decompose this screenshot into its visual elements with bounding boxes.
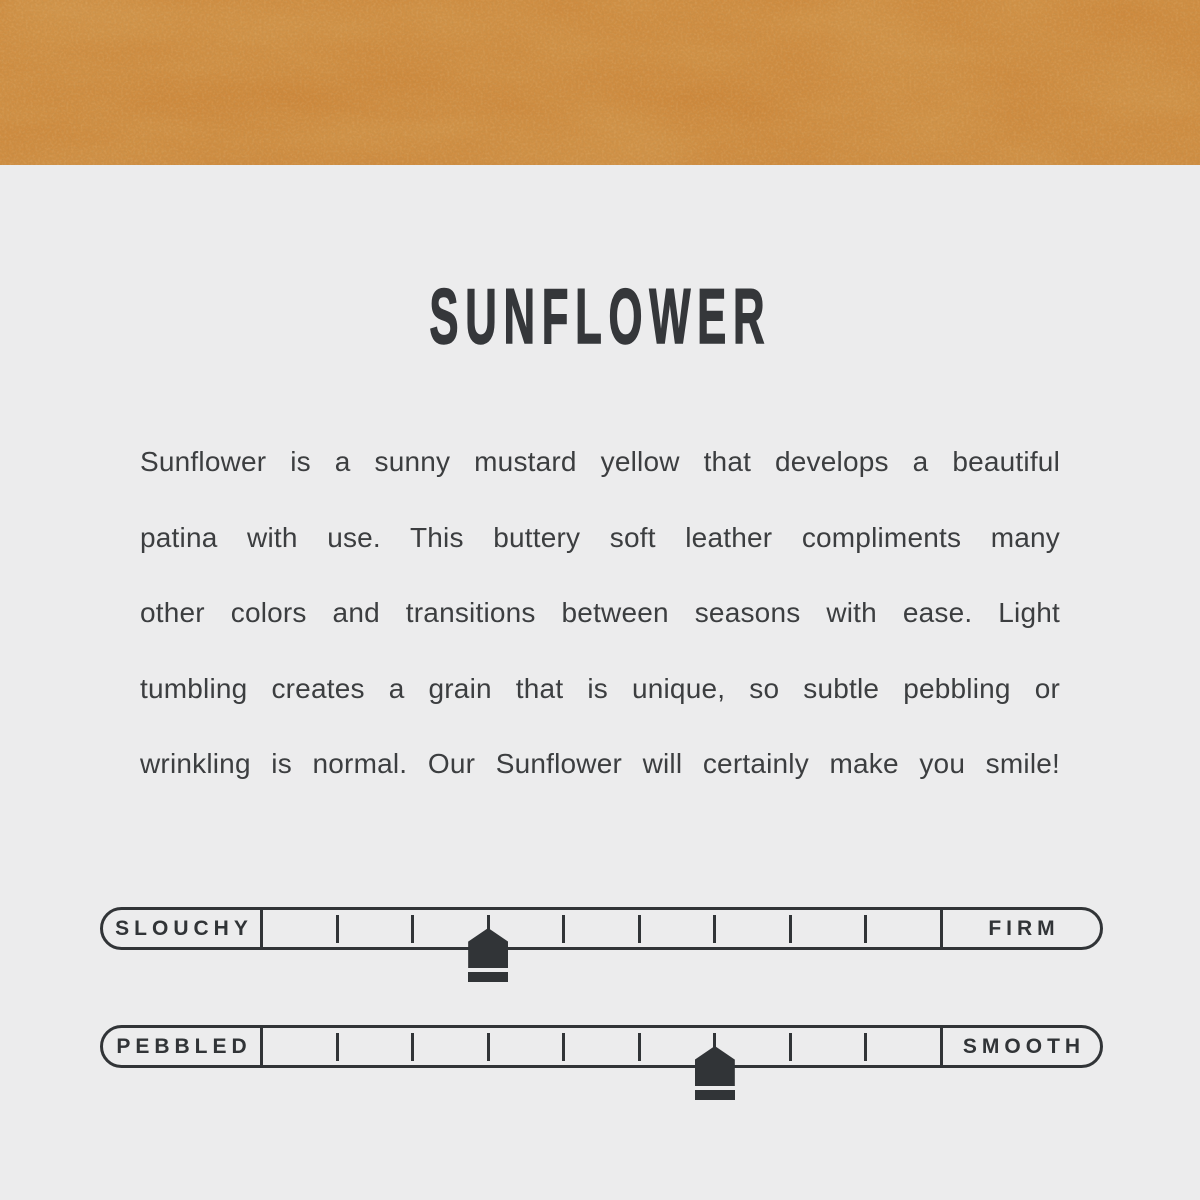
marker-underline: [468, 972, 508, 982]
scale-tick: [638, 915, 641, 943]
scale-divider: [260, 910, 263, 947]
grain-scale-marker: [695, 1046, 735, 1100]
description-line: wrinkling is normal. Our Sunflower will certainly make you smile!: [140, 748, 1060, 779]
grain-scale-right-label: SMOOTH: [962, 1034, 1086, 1058]
scale-divider: [260, 1028, 263, 1065]
scale-tick: [336, 915, 339, 943]
description-line: tumbling creates a grain that is unique, so subtle pebbling or: [140, 672, 1060, 704]
marker-underline: [695, 1090, 735, 1100]
scale-tick: [487, 1033, 490, 1061]
leather-swatch-banner: [0, 0, 1200, 165]
description-line: Sunflower is a sunny mustard yellow that develops a beautiful: [140, 446, 1060, 477]
scale-tick: [562, 1033, 565, 1061]
scale-tick: [713, 915, 716, 943]
scale-tick: [638, 1033, 641, 1061]
grain-scale-left-label: PEBBLED: [116, 1034, 252, 1058]
grain-scale: [100, 1025, 1103, 1068]
scale-tick: [336, 1033, 339, 1061]
scale-tick: [864, 1033, 867, 1061]
scale-tick: [411, 1033, 414, 1061]
marker-pointer-icon: [695, 1046, 735, 1086]
scale-tick: [789, 915, 792, 943]
drape-scale-marker: [468, 928, 508, 982]
scale-tick: [411, 915, 414, 943]
page-title: [0, 272, 1200, 360]
drape-scale-left-label: SLOUCHY: [115, 916, 253, 940]
scale-tick: [864, 915, 867, 943]
drape-scale: [100, 907, 1103, 950]
leather-texture-image: [0, 0, 1200, 165]
drape-scale-right-label: FIRM: [988, 916, 1060, 940]
color-description: [140, 424, 1060, 802]
scale-tick: [562, 915, 565, 943]
description-line: other colors and transitions between seasons with ease. Light: [140, 597, 1060, 628]
marker-pointer-icon: [468, 928, 508, 968]
scale-tick: [789, 1033, 792, 1061]
page-title-text: SUNFLOWER: [429, 272, 771, 360]
description-line: patina with use. This buttery soft leather compliments many: [140, 521, 1060, 553]
